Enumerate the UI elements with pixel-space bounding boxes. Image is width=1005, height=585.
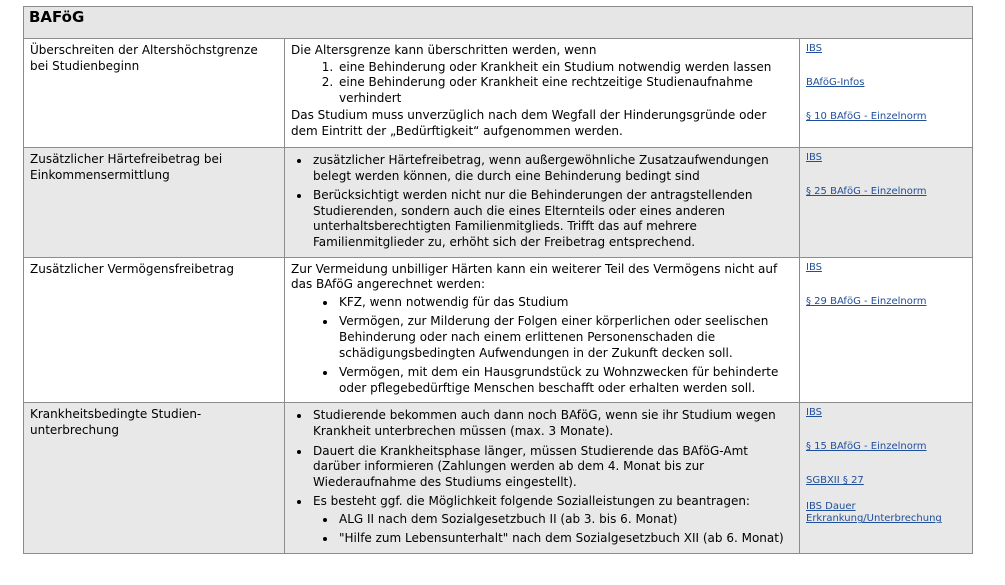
- sub-list-item: • ALG II nach dem Sozialgesetzbuch II (ab 3. bis 6. Monat): [337, 512, 793, 528]
- description-cell: [285, 257, 800, 403]
- list-item: • Vermögen, zur Milderung der Folgen einer körperlichen oder seelischen Behinderung oder nach einem erlittenen Personenschaden die schädigungsbedingten Aufwendungen in der Zukunft decken soll.: [337, 314, 793, 361]
- description-cell: [285, 403, 800, 554]
- topic-cell: Krankheitsbedingte Studien-unterbrechung: [24, 403, 285, 554]
- bullet-list: [291, 153, 793, 251]
- links-cell: [800, 403, 973, 554]
- description-cell: [285, 39, 800, 148]
- intro-text: Zur Vermeidung unbilliger Härten kann ein weiterer Teil des Vermögens nicht auf das BAföG angerechnet werden:: [291, 261, 778, 292]
- sub-list-item: • "Hilfe zum Lebensunterhalt" nach dem Sozialgesetzbuch XII (ab 6. Monat): [337, 531, 793, 547]
- list-item: • Dauert die Krankheitsphase länger, müssen Studierende das BAföG-Amt darüber informieren (Zahlungen werden ab dem 4. Monat bis zur Wiederaufnahme des Studiums eingestellt).: [311, 444, 793, 491]
- table-row: [24, 257, 973, 403]
- link-ibs[interactable]: IBS: [806, 407, 822, 419]
- intro-text: Die Altersgrenze kann überschritten werden, wenn: [291, 43, 597, 57]
- description-cell: [285, 148, 800, 258]
- table-title: BAFöG: [24, 7, 973, 39]
- link-bafoeg-infos[interactable]: BAföG-Infos: [806, 77, 865, 88]
- topic-cell: Zusätzlicher Vermögensfreibetrag: [24, 257, 285, 403]
- list-item: • Studierende bekommen auch dann noch BAföG, wenn sie ihr Studium wegen Krankheit unterbrechen müssen (max. 3 Monate).: [311, 408, 793, 439]
- link-ibs[interactable]: IBS: [806, 152, 822, 163]
- list-item: • Vermögen, mit dem ein Hausgrundstück zu Wohnzwecken für behinderte oder pflegebedürftige Menschen beschafft oder erhalten werden soll.: [337, 365, 793, 396]
- topic-cell: Überschreiten der Altershöchstgrenze bei Studienbeginn: [24, 39, 285, 148]
- table-row: [24, 403, 973, 554]
- list-item: 2. eine Behinderung oder Krankheit eine rechtzeitige Studienaufnahme verhindert: [337, 75, 793, 106]
- sub-bullet-list: [313, 512, 793, 547]
- list-item: • KFZ, wenn notwendig für das Studium: [337, 295, 793, 311]
- link-25-bafoeg[interactable]: § 25 BAföG - Einzelnorm: [806, 186, 927, 197]
- link-15-bafoeg[interactable]: § 15 BAföG - Einzelnorm: [806, 441, 927, 453]
- link-29-bafoeg[interactable]: § 29 BAföG - Einzelnorm: [806, 295, 927, 307]
- links-cell: [800, 257, 973, 403]
- links-cell: [800, 39, 973, 148]
- links-cell: [800, 148, 973, 258]
- table-row: [24, 39, 973, 148]
- bullet-list: [291, 408, 793, 547]
- list-item: • zusätzlicher Härtefreibetrag, wenn außergewöhnliche Zusatzaufwendungen belegt werden können, die durch eine Behinderung bedingt sind: [311, 153, 793, 184]
- numbered-list: [291, 60, 793, 107]
- topic-cell: Zusätzlicher Härtefreibetrag bei Einkommensermittlung: [24, 148, 285, 258]
- link-ibs[interactable]: IBS: [806, 43, 822, 54]
- outro-text: Das Studium muss unverzüglich nach dem Wegfall der Hinderungsgründe oder dem Eintritt der „Bedürftigkeit“ aufgenommen werden.: [291, 108, 767, 138]
- bullet-list: [291, 295, 793, 397]
- list-item: 1. eine Behinderung oder Krankheit ein Studium notwendig werden lassen: [337, 60, 793, 76]
- link-ibs-dauer-erkrankung[interactable]: IBS Dauer Erkrankung/Unterbrechung: [806, 501, 942, 525]
- link-10-bafoeg[interactable]: § 10 BAföG - Einzelnorm: [806, 111, 927, 122]
- bafoeg-table: [23, 6, 973, 554]
- table-header-row: [24, 7, 973, 39]
- list-item-text: Es besteht ggf. die Möglichkeit folgende Sozialleistungen zu beantragen:: [313, 494, 750, 509]
- link-sgbxii-27[interactable]: SGBXII § 27: [806, 475, 864, 487]
- link-ibs[interactable]: IBS: [806, 261, 822, 273]
- table-row: [24, 148, 973, 258]
- document: [23, 6, 972, 554]
- list-item: [311, 494, 793, 547]
- list-item: • Berücksichtigt werden nicht nur die Behinderungen der antragstellenden Studierenden, sondern auch die eines Elternteils oder eines anderen unterhaltsberechtigten Familienmitglieds. Trifft das auf mehrere Familienmitglieder zu, erhöht sich der Freibetrag entsprechend.: [311, 188, 793, 250]
